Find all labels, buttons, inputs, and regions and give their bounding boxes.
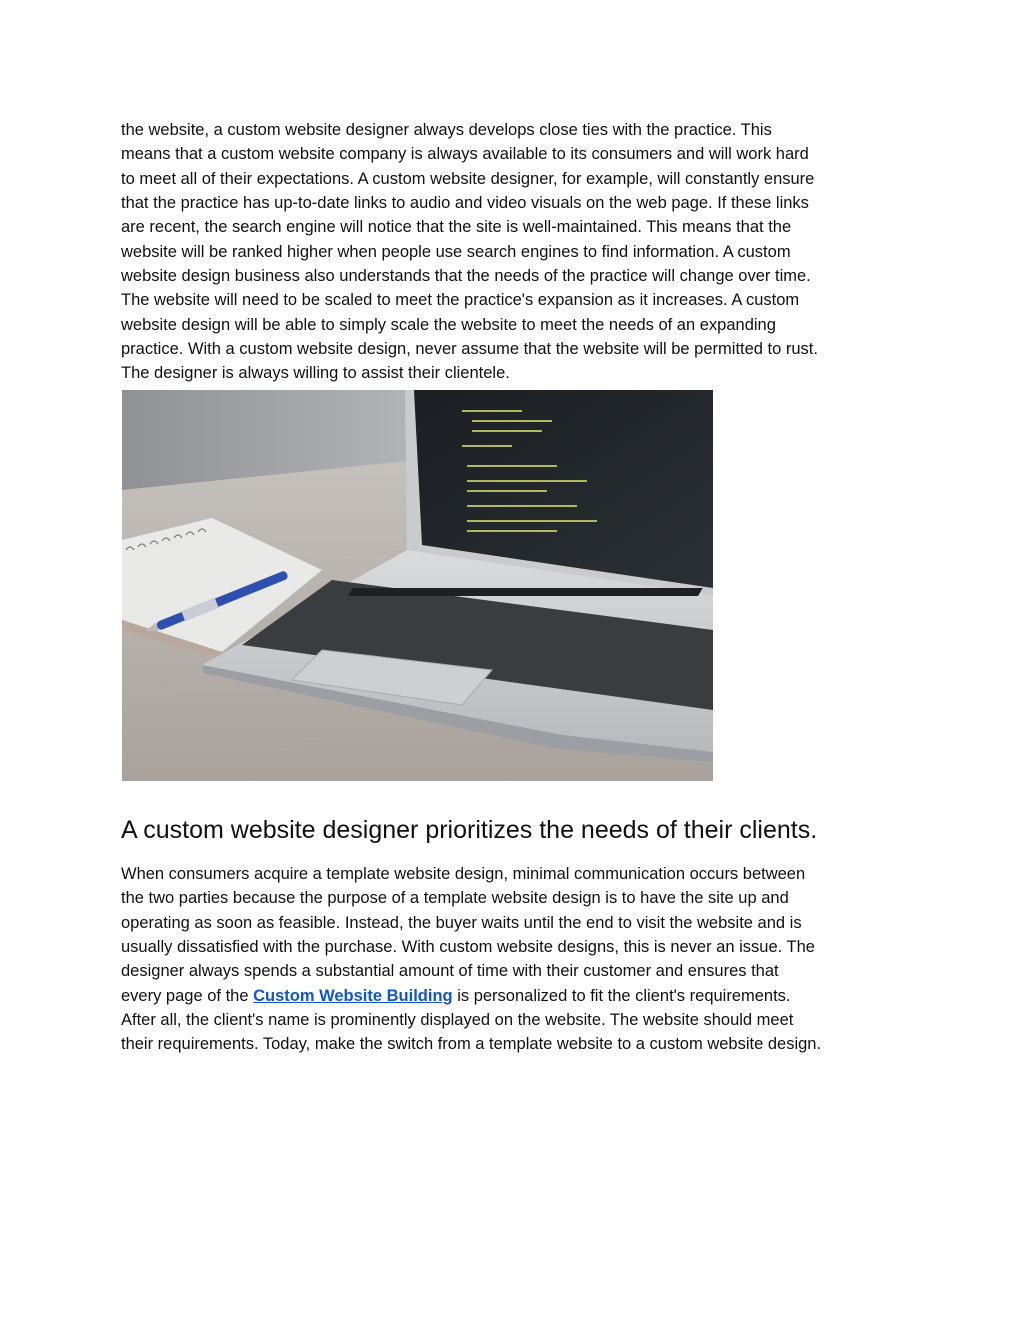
intro-text-block [121, 118, 911, 386]
link-suffix-text: is personalized to fit the client's requirements. [452, 986, 791, 1005]
custom-website-building-link[interactable]: Custom Website Building [253, 986, 453, 1005]
text-line: practice. With a custom website design, never assume that the website will be permitted to rust. [121, 340, 818, 359]
text-line-with-link [121, 984, 911, 1008]
text-line: usually dissatisfied with the purchase. With custom website designs, this is never an issue. The [121, 938, 815, 957]
text-line: website will be ranked higher when people use search engines to find information. A custom [121, 242, 791, 261]
text-line: After all, the client's name is prominently displayed on the website. The website should meet [121, 1011, 794, 1030]
body-text-block [121, 862, 911, 1057]
intro-paragraph [121, 118, 911, 386]
text-line: the two parties because the purpose of a template website design is to have the site up and [121, 889, 789, 908]
text-line: website design will be able to simply scale the website to meet the needs of an expanding [121, 315, 776, 334]
link-prefix-text: every page of the [121, 986, 254, 1005]
text-line: When consumers acquire a template website design, minimal communication occurs between [121, 865, 806, 883]
text-line: The designer is always willing to assist their clientele. [121, 364, 510, 383]
section-heading: A custom website designer prioritizes the needs of their clients. [121, 816, 818, 844]
body-paragraph [121, 862, 911, 1057]
text-line: to meet all of their expectations. A custom website designer, for example, will constantly ensure [121, 169, 815, 188]
text-line: means that a custom website company is always available to its consumers and will work hard [121, 145, 809, 164]
text-line: website design business also understands that the needs of the practice will change over time. [121, 267, 811, 286]
laptop-photo [122, 390, 713, 781]
text-line: designer always spends a substantial amount of time with their customer and ensures that [121, 962, 779, 981]
text-line: the website, a custom website designer always develops close ties with the practice. This [121, 121, 772, 139]
text-line: The website will need to be scaled to meet the practice's expansion as it increases. A custom [121, 291, 800, 310]
text-line: operating as soon as feasible. Instead, the buyer waits until the end to visit the website and is [121, 913, 802, 932]
text-line: their requirements. Today, make the switch from a template website to a custom website design. [121, 1035, 822, 1054]
text-line: are recent, the search engine will notice that the site is well-maintained. This means that the [121, 218, 792, 237]
text-line: that the practice has up-to-date links to audio and video visuals on the web page. If these links [121, 194, 809, 213]
